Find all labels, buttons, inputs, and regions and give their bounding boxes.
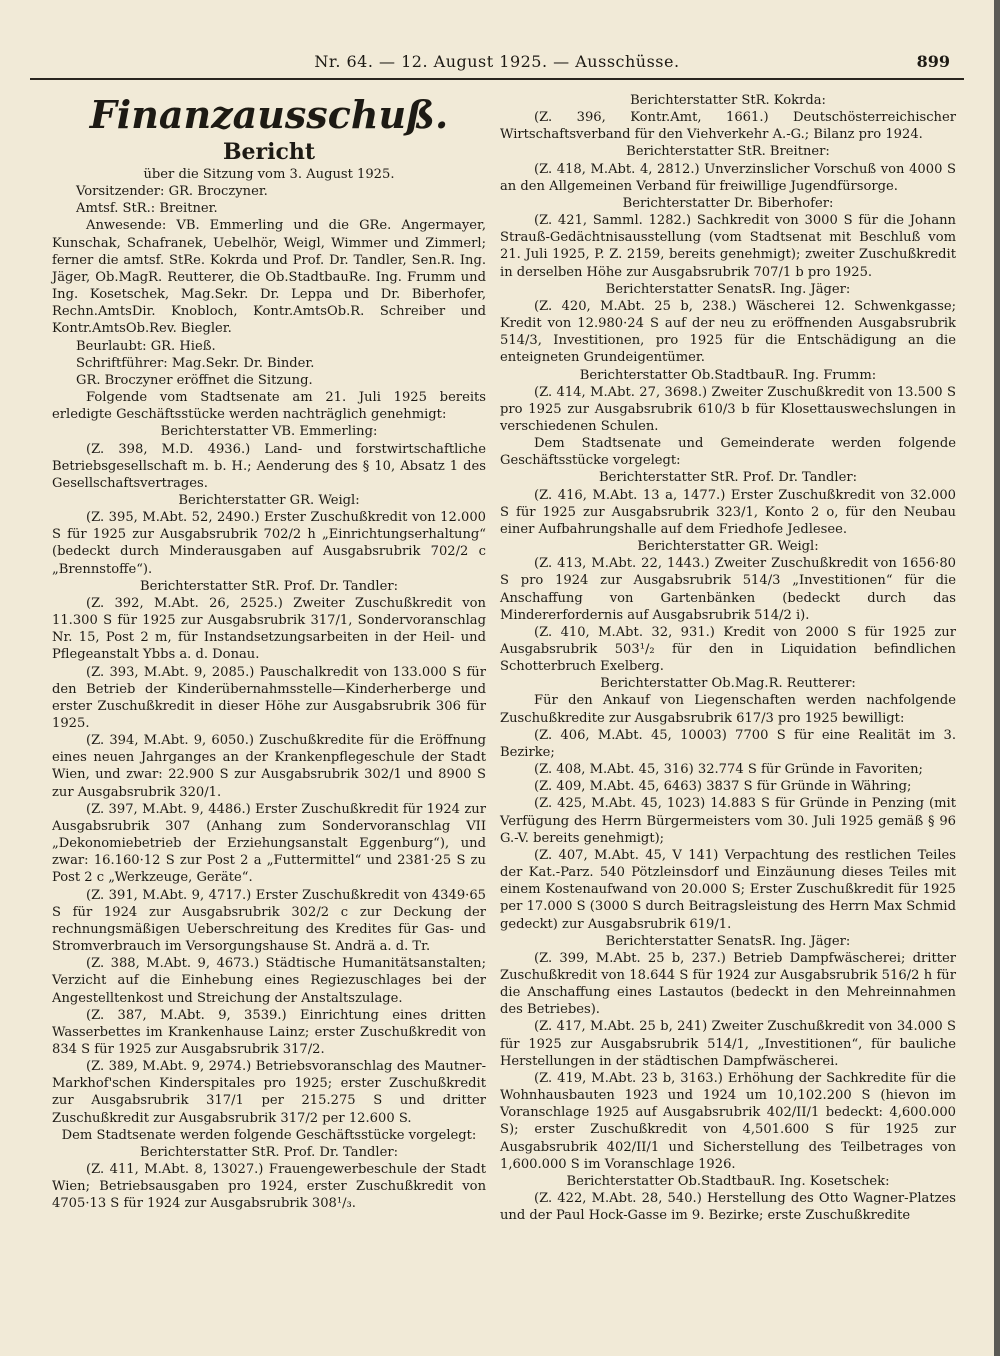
chair-line: Vorsitzender: GR. Broczyner. [76,184,268,200]
item-paragraph: (Z. 407, M.Abt. 45, V 141) Verpachtung des restlichen Teiles der Kat.-Parz. 540 Pötzleinsdorf und Einzäunung dieses Teiles mit einem Kostenaufwand von 20.000 S; Erster Zuschußkredit für 1925 per 17.000 S (3000 S durch Beitragsleistung des Herrn Max Schmid gedeckt) zur Ausgabsrubrik 619/1. [500,847,956,932]
item-paragraph: (Z. 421, Samml. 1282.) Sachkredit von 3000 S für die Johann Strauß-Gedächtnisausstellung (vom Stadtsenat mit Beschluß vom 21. Juli 1925, P. Z. 2159, bereits genehmigt); zweiter Zuschußkredit in derselben Höhe zur Ausgabsrubrik 707/1 b pro 1925. [500,213,956,280]
rapporteur-heading: Berichterstatter GR. Weigl: [637,539,819,555]
section-title: Finanzausschuß. [89,92,449,137]
item-paragraph: (Z. 387, M.Abt. 9, 3539.) Einrichtung eines dritten Wasserbettes im Krankenhause Lainz; erster Zuschußkredit von 834 S für 1925 zur Ausgabsrubrik 317/2. [52,1007,486,1057]
item-paragraph: (Z. 389, M.Abt. 9, 2974.) Betriebsvoranschlag des Mautner-Markhof'schen Kinderspitales pro 1925; erster Zuschußkredit zur Ausgabsrubrik 317/1 per 215.275 S und dritter Zuschußkredit zur Ausgabsrubrik 317/2 per 12.600 S. [52,1059,486,1126]
item-paragraph: (Z. 395, M.Abt. 52, 2490.) Erster Zuschußkredit von 12.000 S für 1925 zur Ausgabsrubrik 702/2 h „Einrichtungserhaltung“ (bedeckt durch Minderausgaben auf Ausgabsrubrik 702/2 c „Brennstoffe“). [52,510,486,577]
item-paragraph: (Z. 393, M.Abt. 9, 2085.) Pauschalkredit von 133.000 S für den Betrieb der Kinderübernahmsstelle—Kinderherberge und erster Zuschußkredit in dieser Höhe zur Ausgabsrubrik 306 für 1925. [52,664,486,731]
rapporteur-heading: Berichterstatter Ob.Mag.R. Reutterer: [600,676,856,692]
item-paragraph: (Z. 418, M.Abt. 4, 2812.) Unverzinslicher Vorschuß von 4000 S an den Allgemeinen Verband für freiwillige Jugendfürsorge. [500,161,956,194]
left-column [52,92,486,1213]
item-paragraph: (Z. 394, M.Abt. 9, 6050.) Zuschußkredite für die Eröffnung eines neuen Jahrganges an der Krankenpflegeschule der Stadt Wien, und zwar: 22.900 S zur Ausgabsrubrik 302/1 und 8900 S zur Ausgabsrubrik 320/1. [52,733,486,800]
rapporteur-heading: Berichterstatter SenatsR. Ing. Jäger: [605,281,851,297]
rapporteur-heading: Berichterstatter SenatsR. Ing. Jäger: [605,933,851,949]
item-paragraph: (Z. 420, M.Abt. 25 b, 238.) Wäscherei 12. Schwenkgasse; Kredit von 12.980·24 S auf der neu zu eröffnenden Ausgabsrubrik 514/3, Investitionen, pro 1925 für die Entschädigung an die enteigneten Grundeigentümer. [500,298,956,366]
section-heading: Dem Stadtsenate werden folgende Geschäftsstücke vorgelegt: [61,1127,477,1143]
item-paragraph: (Z. 411, M.Abt. 8, 13027.) Frauengewerbeschule der Stadt Wien; Betriebsausgaben pro 1924, erster Zuschußkredit von 4705·13 S für 1924 zur Ausgabsrubrik 308¹/₃. [52,1162,486,1212]
item-paragraph: (Z. 396, Kontr.Amt, 1661.) Deutschösterreichischer Wirtschaftsverband für den Viehverkehr A.-G.; Bilanz pro 1924. [500,110,956,143]
running-header [30,50,964,80]
rapporteur-heading: Berichterstatter Ob.StadtbauR. Ing. Frumm: [579,367,877,383]
item-paragraph: (Z. 409, M.Abt. 45, 6463) 3837 S für Gründe in Währing; [534,779,912,795]
section-heading: Dem Stadtsenate und Gemeinderate werden folgende Geschäftsstücke vorgelegt: [500,436,956,469]
item-paragraph: (Z. 419, M.Abt. 23 b, 3163.) Erhöhung der Sachkredite für die Wohnhausbauten 1923 und 1924 um 10,102.200 S (hievon im Voranschlage 1925 auf Ausgabsrubrik 402/II/1 bedeckt: 4,600.000 S); erster Zuschußkredit von 4,501.600 S für 1925 zur Ausgabsrubrik 402/II/1 und Sicherstellung des Teilbetrages von 1,600.000 S im Voranschlage 1926. [500,1070,956,1172]
rapporteur-heading: Berichterstatter StR. Prof. Dr. Tandler: [140,578,398,594]
report-heading: Bericht [222,139,316,165]
item-paragraph: (Z. 408, M.Abt. 45, 316) 32.774 S für Gründe in Favoriten; [534,762,923,778]
rapporteur-heading: Berichterstatter Dr. Biberhofer: [622,195,834,211]
item-paragraph: (Z. 425, M.Abt. 45, 1023) 14.883 S für Gründe in Penzing (mit Verfügung des Herrn Bürgermeisters vom 30. Juli 1925 gemäß § 96 G.-V. bereits genehmigt); [500,796,956,846]
item-paragraph: (Z. 422, M.Abt. 28, 540.) Herstellung des Otto Wagner-Platzes und der Paul Hock-Gasse im 9. Bezirke; erste Zuschußkredite [500,1191,956,1224]
item-paragraph: (Z. 416, M.Abt. 13 a, 1477.) Erster Zuschußkredit von 32.000 S für 1925 zur Ausgabsrubrik 323/1, Konto 2 o, für den Neubau einer Aufbahrungshalle auf dem Friedhofe Jedlesee. [500,487,956,537]
rapporteur-heading: Berichterstatter GR. Weigl: [178,492,360,508]
rapporteur-heading: Berichterstatter StR. Breitner: [626,144,830,160]
rapporteur-heading: Berichterstatter VB. Emmerling: [160,424,378,440]
item-paragraph: (Z. 388, M.Abt. 9, 4673.) Städtische Humanitätsanstalten; Verzicht auf die Einhebung eines Regiezuschlages bei der Angestelltenkost und Streichung der Anstaltszulage. [52,956,486,1006]
item-paragraph: (Z. 399, M.Abt. 25 b, 237.) Betrieb Dampfwäscherei; dritter Zuschußkredit von 18.644 S für 1924 zur Ausgabsrubrik 516/2 h für die Anschaffung eines Lastautos (bedeckt in den Mehreinnahmen des Betriebes). [500,950,956,1018]
rapporteur-heading: Berichterstatter Ob.StadtbauR. Ing. Kosetschek: [566,1173,890,1189]
official-line: Amtsf. StR.: Breitner. [76,201,218,217]
item-paragraph: (Z. 391, M.Abt. 9, 4717.) Erster Zuschußkredit von 4349·65 S für 1924 zur Ausgabsrubrik 302/2 c zur Deckung der rechnungsmäßigen Ueberschreitung des Kredites für Gas- und Stromverbrauch im Versorgungshause St. Andrä a. d. Tr. [52,887,486,955]
rapporteur-heading: Berichterstatter StR. Prof. Dr. Tandler: [140,1144,398,1160]
item-paragraph: (Z. 413, M.Abt. 22, 1443.) Zweiter Zuschußkredit von 1656·80 S pro 1924 zur Ausgabsrubrik 514/3 „Investitionen“ für die Anschaffung von Gartenbänken (bedeckt durch das Mindererfordernis auf Ausgabsrubrik 514/2 i). [500,556,956,623]
item-paragraph: (Z. 406, M.Abt. 45, 10003) 7700 S für eine Realität im 3. Bezirke; [500,727,956,760]
header-title: Nr. 64. — 12. August 1925. — Ausschüsse. [314,52,680,71]
item-paragraph: (Z. 392, M.Abt. 26, 2525.) Zweiter Zuschußkredit von 11.300 S für 1925 zur Ausgabsrubrik 317/1, Sondervoranschlag Nr. 15, Post 2 m, für Instandsetzungsarbeiten in der Heil- und Pflegeanstalt Ybbs a. d. Donau. [52,595,486,663]
right-column [500,92,956,1224]
item-paragraph: Für den Ankauf von Liegenschaften werden nachfolgende Zuschußkredite zur Ausgabsrubrik 617/3 pro 1925 bewilligt: [500,693,956,726]
attendees: Anwesende: VB. Emmerling und die GRe. Angermayer, Kunschak, Schafranek, Uebelhör, Weigl, Wimmer und Zimmerl; ferner die amtsf. StRe. Kokrda und Prof. Dr. Tandler, Sen.R. Ing. Jäger, Ob.MagR. Reutterer, die Ob.StadtbauRe. Ing. Frumm und Ing. Kosetschek, Mag.Sekr. Dr. Leppa und Dr. Biberhofer, Rechn.AmtsDir. Knobloch, Kontr.AmtsOb.R. Schreiber und Kontr.AmtsOb.Rev. Biegler. [52,218,486,337]
item-paragraph: (Z. 397, M.Abt. 9, 4486.) Erster Zuschußkredit für 1924 zur Ausgabsrubrik 307 (Anhang zum Sondervoranschlag VII „Dekonomiebetrieb der Erziehungsanstalt Eggenburg“), und zwar: 16.160·12 S zur Post 2 a „Futtermittel“ und 2381·25 S zu Post 2 c „Werkzeuge, Geräte“. [52,801,486,886]
item-paragraph: (Z. 417, M.Abt. 25 b, 241) Zweiter Zuschußkredit von 34.000 S für 1925 zur Ausgabsrubrik 514/1, „Investitionen“, für bauliche Herstellungen in der städtischen Dampfwäscherei. [500,1019,956,1069]
rapporteur-heading: Berichterstatter StR. Kokrda: [630,93,826,108]
session-line: über die Sitzung vom 3. August 1925. [143,167,395,182]
item-paragraph: (Z. 410, M.Abt. 32, 931.) Kredit von 2000 S für 1925 zur Ausgabsrubrik 503¹/₂ für den in Liquidation befindlichen Schotterbruch Exelberg. [500,624,956,675]
opening-line: GR. Broczyner eröffnet die Sitzung. [76,372,313,388]
excused-line: Beurlaubt: GR. Hieß. [76,338,216,354]
page-number: 899 [916,52,950,71]
item-paragraph: (Z. 398, M.D. 4936.) Land- und forstwirtschaftliche Betriebsgesellschaft m. b. H.; Aenderung des § 10, Absatz 1 des Gesellschaftsvertrages. [52,441,486,491]
intro-paragraph: Folgende vom Stadtsenate am 21. Juli 1925 bereits erledigte Geschäftsstücke werden nachträglich genehmigt: [52,390,486,423]
item-paragraph: (Z. 414, M.Abt. 27, 3698.) Zweiter Zuschußkredit von 13.500 S pro 1925 zur Ausgabsrubrik 610/3 b für Klosettauswechslungen in verschiedenen Schulen. [500,384,956,434]
rapporteur-heading: Berichterstatter StR. Prof. Dr. Tandler: [599,470,857,486]
secretary-line: Schriftführer: Mag.Sekr. Dr. Binder. [76,355,315,371]
